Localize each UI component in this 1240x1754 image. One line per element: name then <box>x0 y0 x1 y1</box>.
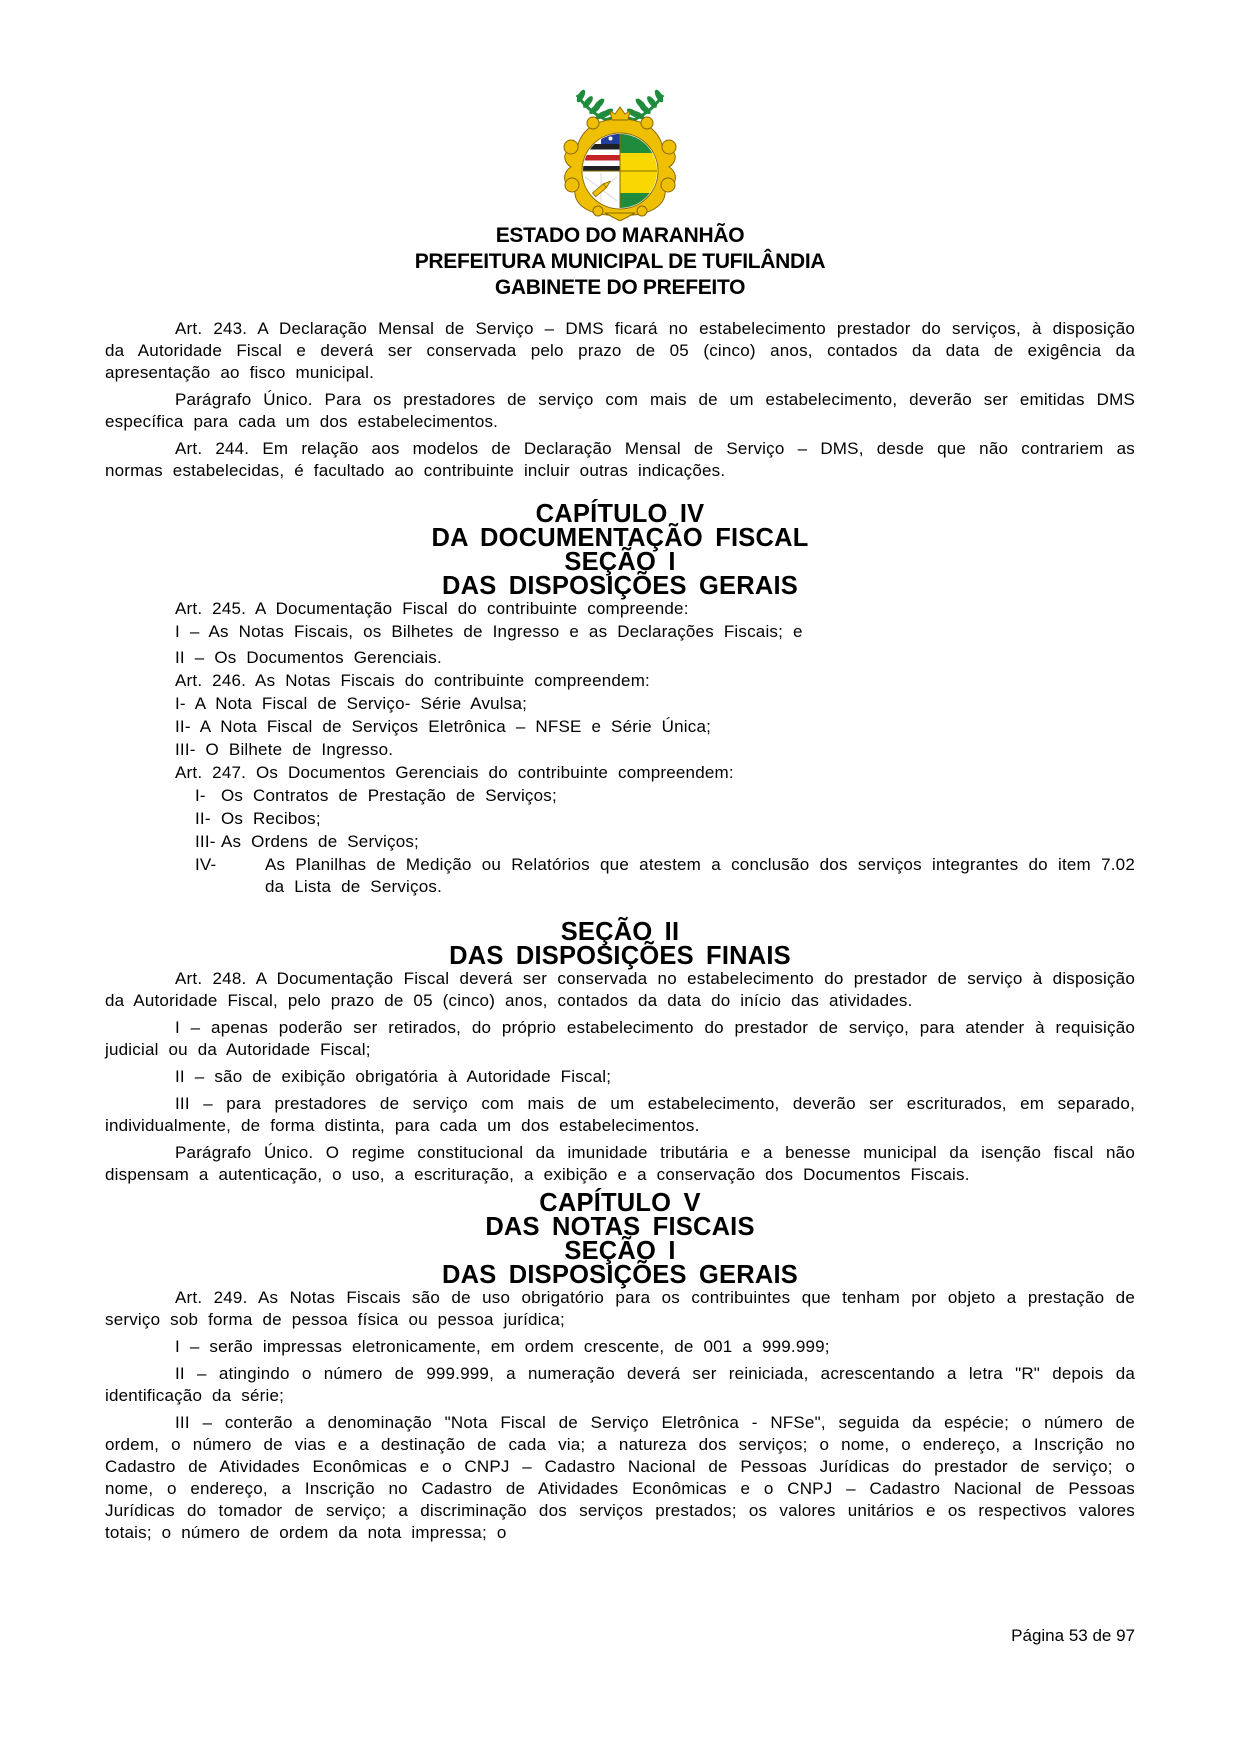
para-249-i: I – serão impressas eletronicamente, em ordem crescente, de 001 a 999.999; <box>175 1337 830 1356</box>
list-item-247-iv <box>195 854 1135 898</box>
heading-secao-i-a: SEÇÃO I <box>564 548 676 576</box>
list-text: Os Recibos; <box>221 809 321 828</box>
line-246-i: I- A Nota Fiscal de Serviço- Série Avulsa; <box>175 694 528 713</box>
heading-das-disposicoes-gerais-a: DAS DISPOSIÇÕES GERAIS <box>442 572 798 600</box>
line-art-246: Art. 246. As Notas Fiscais do contribuinte compreendem: <box>175 671 650 690</box>
heading-secao-i-b: SEÇÃO I <box>564 1237 676 1265</box>
letterhead <box>0 0 1240 301</box>
heading-das-disposicoes-gerais-b: DAS DISPOSIÇÕES GERAIS <box>442 1261 798 1289</box>
para-art-249: Art. 249. As Notas Fiscais são de uso obrigatório para os contribuintes que tenham por objeto a prestação de serviço sob forma de pessoa física ou pessoa jurídica; <box>105 1288 1135 1329</box>
list-marker: IV- <box>195 855 217 874</box>
list-item-247-ii <box>195 808 1135 830</box>
list-marker: I- <box>195 786 206 805</box>
line-art-245: Art. 245. A Documentação Fiscal do contribuinte compreende: <box>175 599 689 618</box>
line-art-247: Art. 247. Os Documentos Gerenciais do contribuinte compreendem: <box>175 763 734 782</box>
letterhead-municipality: PREFEITURA MUNICIPAL DE TUFILÂNDIA <box>414 250 826 273</box>
para-art-243: Art. 243. A Declaração Mensal de Serviço – DMS ficará no estabelecimento prestador do serviços, à disposição da Autoridade Fiscal e deverá ser conservada pelo prazo de 05 (cinco) anos, contados da data de exigência da apresentação ao fisco municipal. <box>105 319 1135 382</box>
list-text: As Ordens de Serviços; <box>221 832 419 851</box>
para-paragrafo-unico-248: Parágrafo Único. O regime constitucional da imunidade tributária e a benesse municipal da isenção fiscal não dispensam a autenticação, o uso, a escrituração, a exibição e a conservação dos Documentos Fiscais. <box>105 1143 1135 1184</box>
para-249-ii: II – atingindo o número de 999.999, a numeração deverá ser reiniciada, acrescentando a letra "R" depois da identificação da série; <box>105 1364 1135 1405</box>
list-text: As Planilhas de Medição ou Relatórios que atestem a conclusão dos serviços integrantes do item 7.02 da Lista de Serviços. <box>265 855 1135 896</box>
list-item-247-i <box>195 785 1135 807</box>
line-246-iii: III- O Bilhete de Ingresso. <box>175 740 394 759</box>
letterhead-office: GABINETE DO PREFEITO <box>494 276 746 299</box>
list-item-247-iii <box>195 831 1135 853</box>
page-number: Página 53 de 97 <box>1011 1626 1135 1645</box>
line-246-ii: II- A Nota Fiscal de Serviços Eletrônica – NFSE e Série Única; <box>175 717 712 736</box>
para-paragrafo-unico-243: Parágrafo Único. Para os prestadores de serviço com mais de um estabelecimento, deverão ser emitidas DMS específica para cada um dos estabelecimentos. <box>105 390 1135 431</box>
heading-secao-ii: SEÇÃO II <box>560 918 680 946</box>
list-marker: II- <box>195 809 211 828</box>
para-249-iii: III – conterão a denominação "Nota Fiscal de Serviço Eletrônica - NFSe", seguida da espécie; o número de ordem, o número de vias e a destinação de cada via; a natureza dos serviços; o nome, o endereço, a Inscrição no Cadastro de Atividades Econômicas e o CNPJ – Cadastro Nacional de Pessoas Jurídicas do prestador de serviço; o nome, o endereço, a Inscrição no Cadastro de Atividades Econômicas e o CNPJ – Cadastro Nacional de Pessoas Jurídicas do tomador de serviço; a discriminação dos serviços prestados; os valores unitários e os respectivos valores totais; o número de ordem da nota impressa; o <box>105 1413 1135 1542</box>
heading-das-disposicoes-finais: DAS DISPOSIÇÕES FINAIS <box>449 942 791 970</box>
list-text: Os Contratos de Prestação de Serviços; <box>221 786 557 805</box>
line-245-i: I – As Notas Fiscais, os Bilhetes de Ingresso e as Declarações Fiscais; e <box>175 622 803 641</box>
para-art-248: Art. 248. A Documentação Fiscal deverá ser conservada no estabelecimento do prestador de serviço à disposição da Autoridade Fiscal, pelo prazo de 05 (cinco) anos, contados da data do início das atividades. <box>105 969 1135 1010</box>
heading-das-notas-fiscais: DAS NOTAS FISCAIS <box>485 1213 755 1241</box>
para-248-i: I – apenas poderão ser retirados, do próprio estabelecimento do prestador de serviço, para atender à requisição judicial ou da Autoridade Fiscal; <box>105 1018 1135 1059</box>
heading-capitulo-v: CAPÍTULO V <box>539 1189 701 1217</box>
para-art-244: Art. 244. Em relação aos modelos de Declaração Mensal de Serviço – DMS, desde que não contrariem as normas estabelecidas, é facultado ao contribuinte incluir outras indicações. <box>105 439 1135 480</box>
para-248-ii: II – são de exibição obrigatória à Autoridade Fiscal; <box>175 1067 612 1086</box>
para-248-iii: III – para prestadores de serviço com mais de um estabelecimento, deverão ser escriturados, em separado, individualmente, de forma distinta, para cada um dos estabelecimentos. <box>105 1094 1135 1135</box>
line-245-ii: II – Os Documentos Gerenciais. <box>175 648 442 667</box>
document-body <box>105 318 1135 1549</box>
flag-star-icon <box>609 137 613 141</box>
maranhao-coat-of-arms-icon <box>535 89 705 221</box>
heading-da-documentacao-fiscal: DA DOCUMENTAÇÃO FISCAL <box>431 524 809 552</box>
letterhead-state: ESTADO DO MARANHÃO <box>495 224 745 247</box>
heading-capitulo-iv: CAPÍTULO IV <box>535 500 705 528</box>
list-marker: III- <box>195 832 216 851</box>
